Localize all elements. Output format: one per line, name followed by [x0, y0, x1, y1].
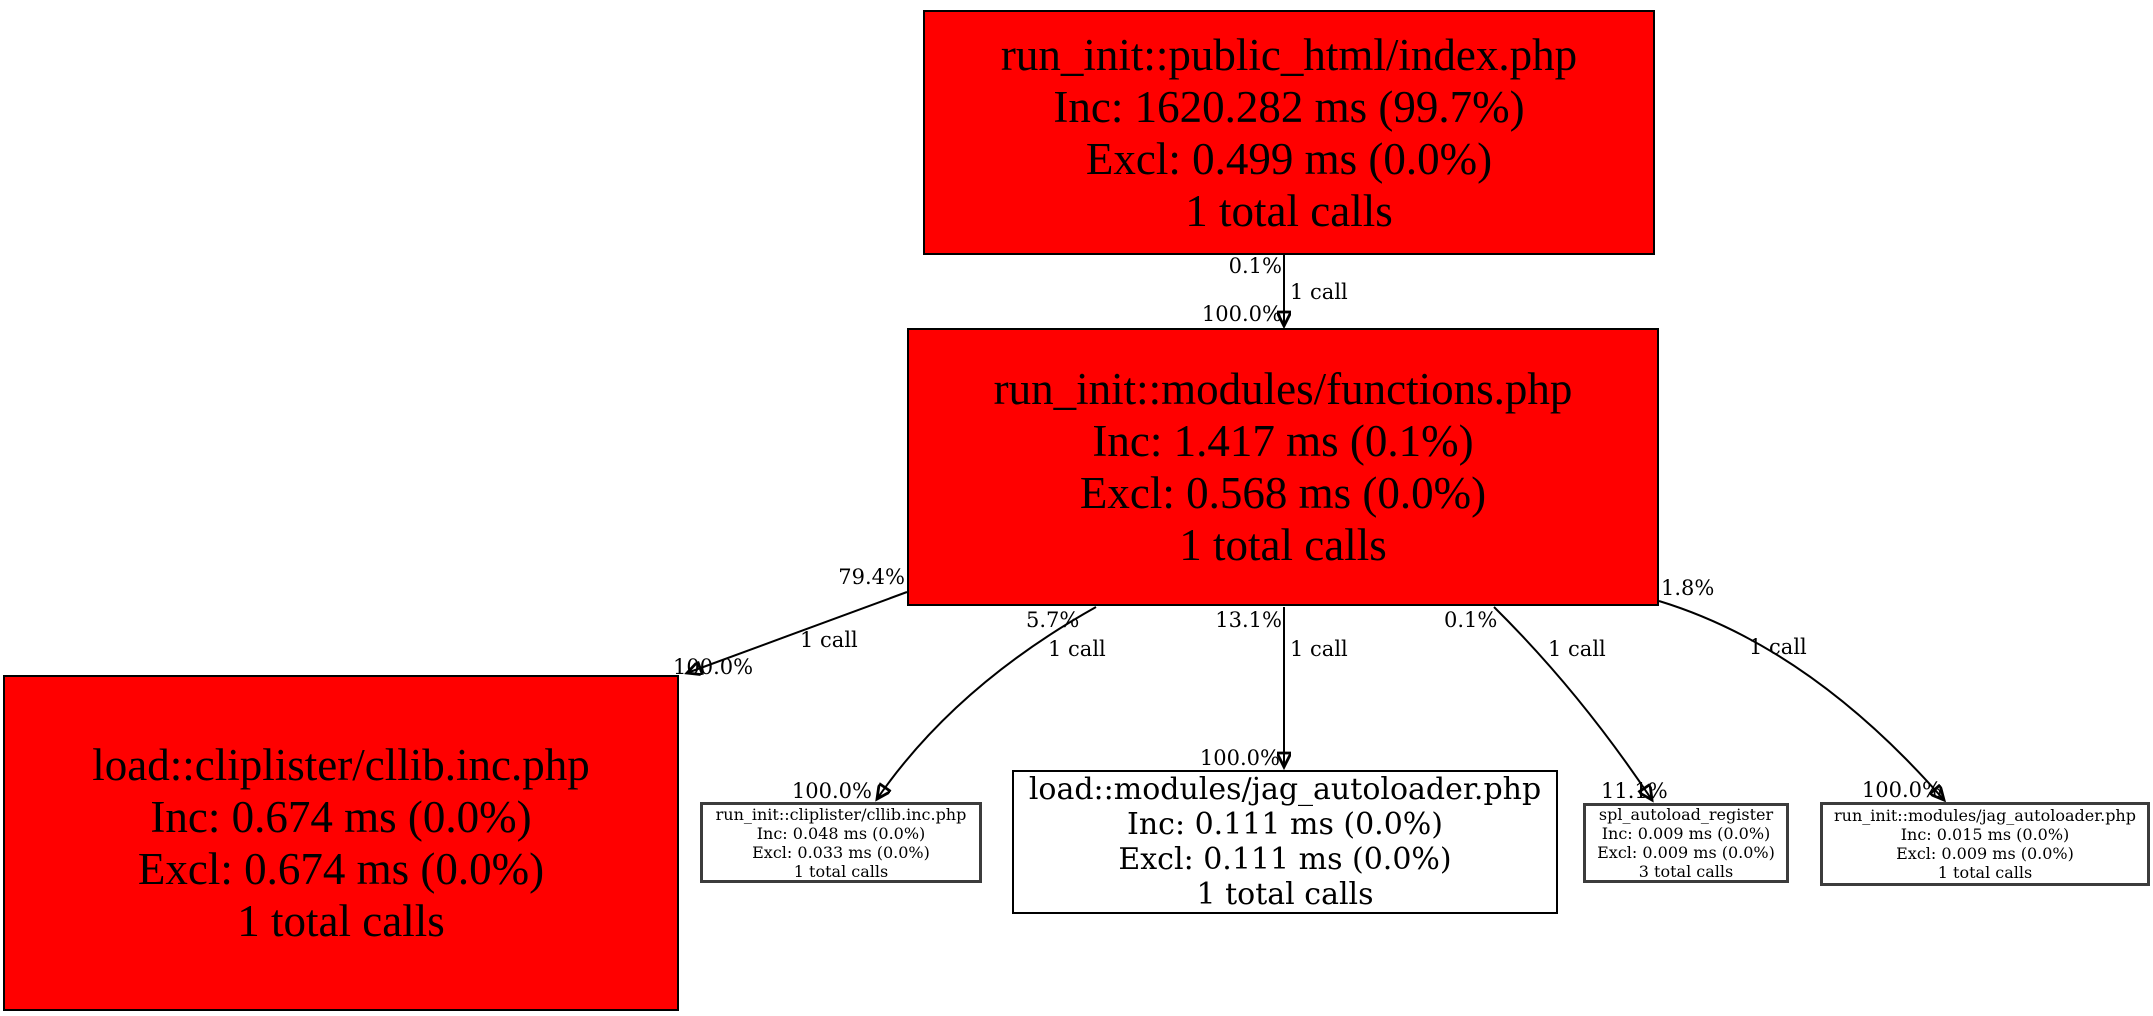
edge-src-pct-label: 79.4% [838, 565, 905, 589]
node-total-calls: 1 total calls [1196, 877, 1374, 912]
edge-dst-pct-label: 11.1% [1601, 779, 1668, 803]
node-inclusive-time: Inc: 0.009 ms (0.0%) [1601, 824, 1771, 843]
node-exclusive-time: Excl: 0.009 ms (0.0%) [1896, 844, 2074, 863]
node-total-calls: 1 total calls [237, 896, 445, 946]
node-title: run_init::public_html/index.php [1000, 29, 1578, 80]
node-inclusive-time: Inc: 1620.282 ms (99.7%) [1053, 81, 1525, 132]
edge-calls-label: 1 call [1749, 635, 1807, 659]
node-total-calls: 1 total calls [793, 861, 889, 881]
node-functions-php [907, 328, 1659, 606]
node-exclusive-time: Excl: 0.111 ms (0.0%) [1118, 842, 1452, 877]
node-exclusive-time: Excl: 0.674 ms (0.0%) [137, 844, 545, 894]
node-inclusive-time: Inc: 0.111 ms (0.0%) [1126, 807, 1444, 842]
edge-src-pct-label: 5.7% [1026, 608, 1080, 632]
edge-dst-pct-label: 100.0% [673, 655, 754, 679]
node-title: run_init::modules/jag_autoloader.php [1834, 806, 2136, 825]
node-title: load::modules/jag_autoloader.php [1028, 772, 1542, 807]
edge-dst-pct-label: 100.0% [1861, 778, 1942, 802]
node-spl-autoload-register [1583, 803, 1789, 883]
edge-calls-label: 1 call [800, 628, 858, 652]
edge-calls-label: 1 call [1290, 637, 1348, 661]
node-inclusive-time: Inc: 0.048 ms (0.0%) [756, 823, 926, 843]
node-inclusive-time: Inc: 0.674 ms (0.0%) [150, 792, 532, 842]
edge-src-pct-label: 1.8% [1661, 576, 1715, 600]
edge-calls-label: 1 call [1048, 637, 1106, 661]
edge-calls-label: 1 call [1290, 280, 1348, 304]
node-inclusive-time: Inc: 1.417 ms (0.1%) [1092, 416, 1474, 466]
node-total-calls: 1 total calls [1179, 520, 1387, 570]
node-title: load::cliplister/cllib.inc.php [92, 740, 590, 790]
edge-dst-pct-label: 100.0% [1199, 746, 1280, 770]
node-exclusive-time: Excl: 0.033 ms (0.0%) [752, 842, 930, 862]
node-index-php [923, 10, 1655, 255]
edge-functions-to-runinit-jag [1659, 601, 1944, 800]
node-exclusive-time: Excl: 0.009 ms (0.0%) [1597, 843, 1775, 862]
edge-calls-label: 1 call [1548, 637, 1606, 661]
node-load-cllib-inc-php [3, 675, 679, 1011]
node-total-calls: 1 total calls [1937, 863, 2033, 882]
edge-src-pct-label: 0.1% [1228, 254, 1282, 278]
node-total-calls: 3 total calls [1638, 862, 1734, 881]
edge-src-pct-label: 0.1% [1444, 608, 1498, 632]
node-exclusive-time: Excl: 0.499 ms (0.0%) [1085, 133, 1493, 184]
node-runinit-jag-autoloader-php [1820, 802, 2150, 886]
node-total-calls: 1 total calls [1185, 185, 1393, 236]
edge-dst-pct-label: 100.0% [1201, 302, 1282, 326]
node-title: spl_autoload_register [1598, 805, 1774, 824]
node-title: run_init::cliplister/cllib.inc.php [715, 804, 967, 824]
node-title: run_init::modules/functions.php [993, 364, 1573, 414]
node-inclusive-time: Inc: 0.015 ms (0.0%) [1900, 825, 2070, 844]
edge-dst-pct-label: 100.0% [791, 779, 872, 803]
node-load-jag-autoloader-php [1012, 770, 1558, 914]
edge-src-pct-label: 13.1% [1215, 608, 1282, 632]
node-exclusive-time: Excl: 0.568 ms (0.0%) [1079, 468, 1487, 518]
node-runinit-cllib-inc-php [700, 802, 982, 883]
